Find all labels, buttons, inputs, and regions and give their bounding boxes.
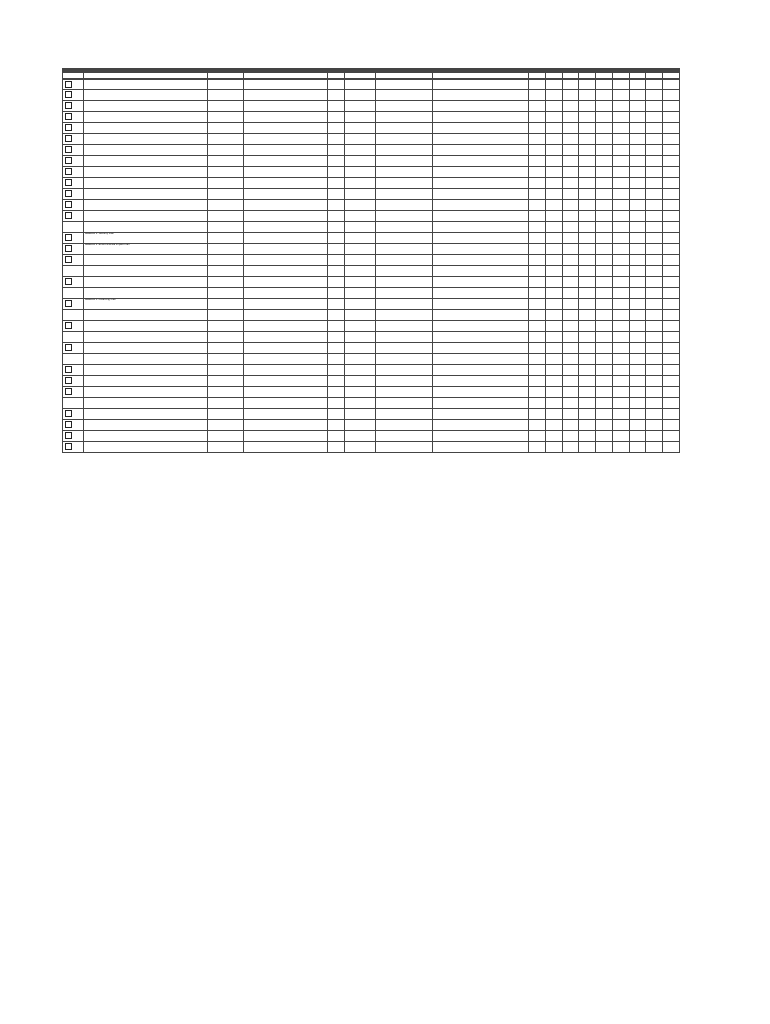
upload-date-cell (376, 299, 433, 310)
type-cell (327, 145, 344, 156)
requirement-cell (83, 200, 207, 211)
requirement-cell (83, 189, 207, 200)
table-row (63, 233, 680, 244)
upload-date-cell (376, 277, 433, 288)
type-cell (327, 189, 344, 200)
file-naming-cell (244, 441, 328, 452)
type-cell (327, 343, 344, 354)
upload-date-cell (376, 441, 433, 452)
file-naming-cell (244, 299, 328, 310)
checkbox-cell (63, 134, 84, 145)
type-cell (327, 90, 344, 101)
responsible-cell (207, 112, 244, 123)
select-checkbox[interactable] (65, 190, 72, 197)
criterion-row (63, 397, 680, 408)
type-cell (327, 233, 344, 244)
when-needed-cell (344, 255, 375, 266)
checkbox-cell (63, 365, 84, 376)
when-needed-cell (344, 79, 375, 90)
type-cell (327, 386, 344, 397)
responsible-cell (207, 145, 244, 156)
upload-date-cell (376, 123, 433, 134)
type-cell (327, 244, 344, 255)
responsible-cell (207, 200, 244, 211)
checkbox-cell (63, 376, 84, 387)
responsible-cell (207, 277, 244, 288)
file-naming-cell (244, 123, 328, 134)
checklist-sheet (62, 68, 680, 453)
type-cell (327, 134, 344, 145)
type-cell (327, 123, 344, 134)
checkbox-cell (63, 211, 84, 222)
type-cell (327, 200, 344, 211)
upload-date-cell (376, 244, 433, 255)
file-naming-cell (244, 244, 328, 255)
file-naming-cell (244, 277, 328, 288)
requirement-cell: Measure 1. Security Plan (83, 233, 207, 244)
table-row (63, 255, 680, 266)
criterion-row (63, 310, 680, 321)
file-naming-cell (244, 167, 328, 178)
select-checkbox[interactable] (65, 91, 72, 98)
criterion-row (63, 354, 680, 365)
upload-date-cell (376, 430, 433, 441)
notes-cell (432, 167, 528, 178)
upload-date-cell (376, 167, 433, 178)
type-cell (327, 299, 344, 310)
upload-date-cell (376, 419, 433, 430)
when-needed-cell (344, 178, 375, 189)
select-checkbox[interactable] (65, 278, 72, 285)
select-checkbox[interactable] (65, 113, 72, 120)
when-needed-cell (344, 211, 375, 222)
responsible-cell (207, 134, 244, 145)
requirement-cell (83, 156, 207, 167)
select-checkbox[interactable] (65, 377, 72, 384)
table-row (63, 167, 680, 178)
when-needed-cell (344, 376, 375, 387)
type-cell (327, 211, 344, 222)
upload-date-cell (376, 376, 433, 387)
type-cell (327, 112, 344, 123)
type-cell (327, 255, 344, 266)
when-needed-cell (344, 419, 375, 430)
upload-date-cell (376, 90, 433, 101)
responsible-cell (207, 178, 244, 189)
requirement-cell (83, 277, 207, 288)
file-naming-cell (244, 90, 328, 101)
responsible-cell (207, 441, 244, 452)
select-checkbox[interactable] (65, 212, 72, 219)
table-row (63, 101, 680, 112)
type-cell (327, 419, 344, 430)
notes-cell (432, 277, 528, 288)
upload-date-cell (376, 343, 433, 354)
responsible-cell (207, 321, 244, 332)
checkbox-cell (63, 189, 84, 200)
file-naming-cell (244, 321, 328, 332)
requirement-cell (83, 79, 207, 90)
select-checkbox[interactable] (65, 135, 72, 142)
notes-cell (432, 178, 528, 189)
table-row (63, 189, 680, 200)
file-naming-cell (244, 376, 328, 387)
criterion-heading (83, 288, 207, 299)
when-needed-cell (344, 321, 375, 332)
notes-cell (432, 123, 528, 134)
select-checkbox[interactable] (65, 322, 72, 329)
requirement-cell (83, 167, 207, 178)
table-row (63, 90, 680, 101)
type-cell (327, 79, 344, 90)
notes-cell (432, 386, 528, 397)
file-naming-cell (244, 365, 328, 376)
when-needed-cell (344, 233, 375, 244)
checkbox-cell (63, 156, 84, 167)
checkbox-cell (63, 419, 84, 430)
requirement-cell (83, 376, 207, 387)
responsible-cell (207, 430, 244, 441)
checkbox-cell (63, 441, 84, 452)
checkbox-cell (63, 255, 84, 266)
when-needed-cell (344, 123, 375, 134)
table-row (63, 419, 680, 430)
table-row (63, 386, 680, 397)
when-needed-cell (344, 244, 375, 255)
requirement-cell (83, 255, 207, 266)
notes-cell (432, 430, 528, 441)
requirement-cell (83, 123, 207, 134)
table-row (63, 441, 680, 452)
when-needed-cell (344, 112, 375, 123)
table-row (63, 145, 680, 156)
file-naming-cell (244, 156, 328, 167)
type-cell (327, 167, 344, 178)
requirement-cell: Measure 5. Financing Plan (83, 299, 207, 310)
when-needed-cell (344, 365, 375, 376)
select-checkbox[interactable] (65, 245, 72, 252)
file-naming-cell (244, 145, 328, 156)
notes-cell (432, 365, 528, 376)
criterion-heading (83, 397, 207, 408)
when-needed-cell (344, 90, 375, 101)
select-checkbox[interactable] (65, 157, 72, 164)
requirement-cell (83, 321, 207, 332)
responsible-cell (207, 123, 244, 134)
notes-cell (432, 189, 528, 200)
notes-cell (432, 145, 528, 156)
checkbox-cell (63, 101, 84, 112)
notes-cell (432, 255, 528, 266)
responsible-cell (207, 79, 244, 90)
notes-cell (432, 90, 528, 101)
notes-cell (432, 211, 528, 222)
upload-date-cell (376, 134, 433, 145)
upload-date-cell (376, 321, 433, 332)
responsible-cell (207, 101, 244, 112)
table-row (63, 365, 680, 376)
type-cell (327, 441, 344, 452)
select-checkbox[interactable] (65, 410, 72, 417)
notes-cell (432, 244, 528, 255)
when-needed-cell (344, 156, 375, 167)
select-checkbox[interactable] (65, 234, 72, 241)
table-row (63, 277, 680, 288)
select-checkbox[interactable] (65, 443, 72, 450)
responsible-cell (207, 299, 244, 310)
select-checkbox[interactable] (65, 432, 72, 439)
responsible-cell (207, 419, 244, 430)
criterion-row (63, 266, 680, 277)
upload-date-cell (376, 79, 433, 90)
upload-date-cell (376, 200, 433, 211)
checkbox-cell (63, 233, 84, 244)
file-naming-cell (244, 189, 328, 200)
table-row (63, 321, 680, 332)
notes-cell (432, 408, 528, 419)
select-checkbox[interactable] (65, 366, 72, 373)
responsible-cell (207, 386, 244, 397)
checkbox-cell (63, 90, 84, 101)
file-naming-cell (244, 134, 328, 145)
responsible-cell (207, 233, 244, 244)
responsible-cell (207, 255, 244, 266)
table-row (63, 134, 680, 145)
notes-cell (432, 101, 528, 112)
when-needed-cell (344, 101, 375, 112)
checkbox-cell (63, 430, 84, 441)
table-row (63, 112, 680, 123)
file-naming-cell (244, 343, 328, 354)
type-cell (327, 376, 344, 387)
notes-cell (432, 79, 528, 90)
select-checkbox[interactable] (65, 168, 72, 175)
requirement-cell (83, 343, 207, 354)
table-row (63, 376, 680, 387)
checklist-table (62, 68, 680, 453)
responsible-cell (207, 156, 244, 167)
requirement-cell (83, 178, 207, 189)
requirement-cell (83, 134, 207, 145)
table-row (63, 244, 680, 255)
table-row (63, 178, 680, 189)
file-naming-cell (244, 255, 328, 266)
upload-date-cell (376, 101, 433, 112)
table-row (63, 200, 680, 211)
table-row (63, 299, 680, 310)
table-row (63, 79, 680, 90)
when-needed-cell (344, 441, 375, 452)
notes-cell (432, 376, 528, 387)
notes-cell (432, 321, 528, 332)
requirement-cell (83, 365, 207, 376)
notes-cell (432, 156, 528, 167)
checkbox-cell (63, 145, 84, 156)
select-checkbox[interactable] (65, 179, 72, 186)
upload-date-cell (376, 145, 433, 156)
table-row (63, 430, 680, 441)
requirement-cell (83, 419, 207, 430)
table-row (63, 123, 680, 134)
criterion-heading (83, 332, 207, 343)
criterion-heading (83, 310, 207, 321)
file-naming-cell (244, 408, 328, 419)
select-checkbox[interactable] (65, 146, 72, 153)
checkbox-cell (63, 200, 84, 211)
requirement-cell (83, 211, 207, 222)
select-checkbox[interactable] (65, 124, 72, 131)
type-cell (327, 408, 344, 419)
requirement-cell (83, 441, 207, 452)
when-needed-cell (344, 430, 375, 441)
checkbox-cell (63, 321, 84, 332)
notes-cell (432, 200, 528, 211)
upload-date-cell (376, 211, 433, 222)
file-naming-cell (244, 233, 328, 244)
type-cell (327, 430, 344, 441)
table-row (63, 156, 680, 167)
responsible-cell (207, 376, 244, 387)
notes-cell (432, 112, 528, 123)
responsible-cell (207, 167, 244, 178)
checkbox-cell (63, 167, 84, 178)
file-naming-cell (244, 178, 328, 189)
requirement-cell (83, 101, 207, 112)
type-cell (327, 178, 344, 189)
upload-date-cell (376, 408, 433, 419)
requirement-cell (83, 408, 207, 419)
notes-cell (432, 134, 528, 145)
criterion-heading (83, 266, 207, 277)
when-needed-cell (344, 189, 375, 200)
type-cell (327, 365, 344, 376)
responsible-cell (207, 189, 244, 200)
when-needed-cell (344, 386, 375, 397)
file-naming-cell (244, 386, 328, 397)
upload-date-cell (376, 386, 433, 397)
when-needed-cell (344, 408, 375, 419)
table-row (63, 211, 680, 222)
upload-date-cell (376, 189, 433, 200)
notes-cell (432, 299, 528, 310)
upload-date-cell (376, 365, 433, 376)
responsible-cell (207, 90, 244, 101)
type-cell (327, 321, 344, 332)
when-needed-cell (344, 167, 375, 178)
select-checkbox[interactable] (65, 81, 72, 88)
upload-date-cell (376, 255, 433, 266)
file-naming-cell (244, 101, 328, 112)
checkbox-cell (63, 123, 84, 134)
file-naming-cell (244, 200, 328, 211)
select-checkbox[interactable] (65, 256, 72, 263)
type-cell (327, 101, 344, 112)
file-naming-cell (244, 419, 328, 430)
when-needed-cell (344, 277, 375, 288)
select-checkbox[interactable] (65, 300, 72, 307)
notes-cell (432, 233, 528, 244)
file-naming-cell (244, 79, 328, 90)
responsible-cell (207, 244, 244, 255)
select-checkbox[interactable] (65, 421, 72, 428)
checkbox-cell (63, 277, 84, 288)
responsible-cell (207, 343, 244, 354)
notes-cell (432, 441, 528, 452)
requirement-cell (83, 112, 207, 123)
notes-cell (432, 419, 528, 430)
requirement-cell (83, 430, 207, 441)
checkbox-cell (63, 408, 84, 419)
requirement-cell (83, 386, 207, 397)
checkbox-cell (63, 79, 84, 90)
requirement-cell (83, 90, 207, 101)
when-needed-cell (344, 343, 375, 354)
criterion-heading (83, 354, 207, 365)
criterion-row (63, 288, 680, 299)
table-row (63, 343, 680, 354)
file-naming-cell (244, 430, 328, 441)
criterion-heading (83, 222, 207, 233)
checkbox-cell (63, 299, 84, 310)
requirement-cell (83, 145, 207, 156)
type-cell (327, 277, 344, 288)
upload-date-cell (376, 156, 433, 167)
when-needed-cell (344, 145, 375, 156)
type-cell (327, 156, 344, 167)
upload-date-cell (376, 112, 433, 123)
upload-date-cell (376, 233, 433, 244)
criterion-row (63, 222, 680, 233)
select-checkbox[interactable] (65, 201, 72, 208)
file-naming-cell (244, 211, 328, 222)
notes-cell (432, 343, 528, 354)
responsible-cell (207, 211, 244, 222)
select-checkbox[interactable] (65, 102, 72, 109)
checklist-body (63, 69, 680, 453)
checkbox-cell (63, 386, 84, 397)
when-needed-cell (344, 200, 375, 211)
table-row (63, 408, 680, 419)
responsible-cell (207, 365, 244, 376)
select-checkbox[interactable] (65, 344, 72, 351)
checkbox-cell (63, 178, 84, 189)
upload-date-cell (376, 178, 433, 189)
requirement-cell: Measure 2. Environmental Impact Plan (83, 244, 207, 255)
criterion-row (63, 332, 680, 343)
when-needed-cell (344, 299, 375, 310)
checkbox-cell (63, 244, 84, 255)
checkbox-cell (63, 112, 84, 123)
select-checkbox[interactable] (65, 388, 72, 395)
responsible-cell (207, 408, 244, 419)
file-naming-cell (244, 112, 328, 123)
when-needed-cell (344, 134, 375, 145)
checkbox-cell (63, 343, 84, 354)
